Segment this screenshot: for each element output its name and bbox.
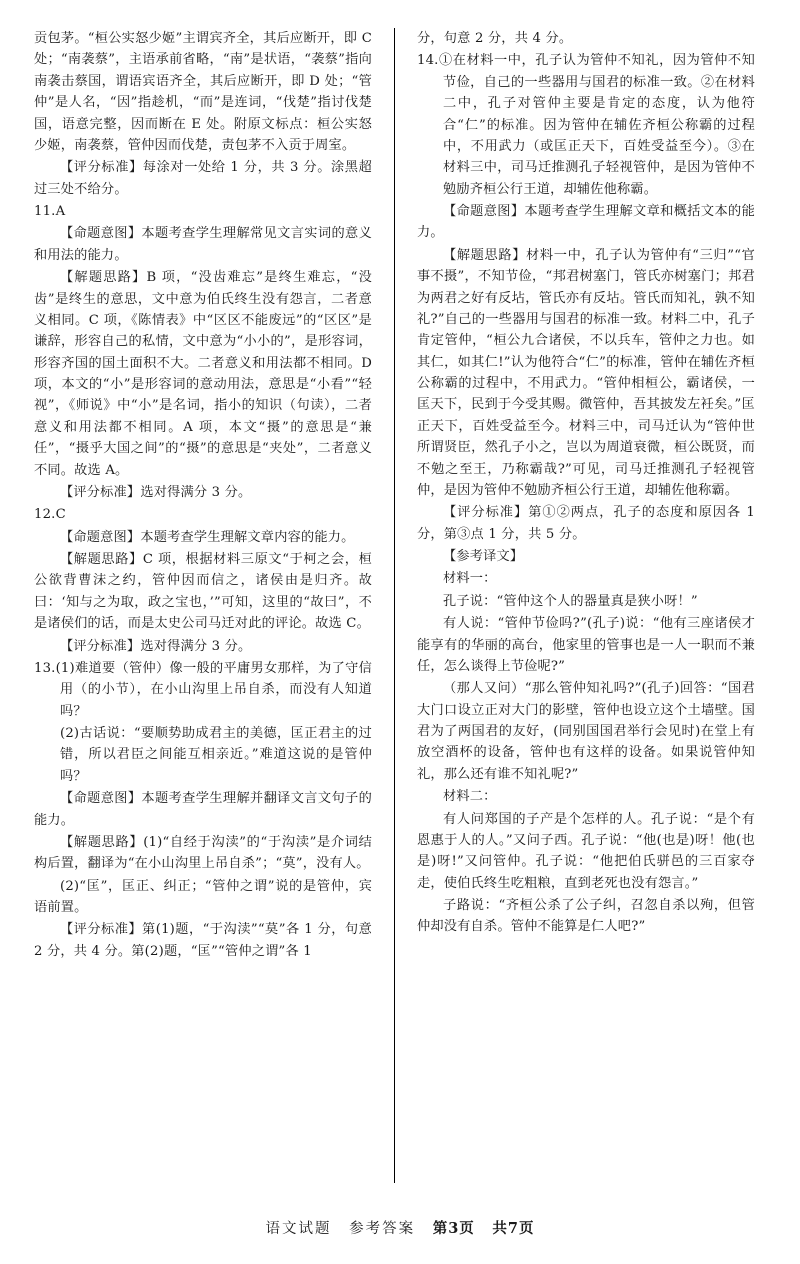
- answer-13-part2: (2)古话说：“要顺势助成君主的美德，匡正君主的过错，所以君臣之间能互相亲近。”难道这说的是管仲吗？: [60, 726, 372, 784]
- footer-page-number: 第3页: [432, 1220, 475, 1237]
- material-one-title: 材料一：: [443, 571, 497, 587]
- scoring-13-continued: 分，句意 2 分，共 4 分。: [417, 31, 573, 46]
- analysis-13-part2: (2)“匡”，匡正、纠正；“管仲之谓”说的是管仲，宾语前置。: [34, 878, 372, 915]
- intent-11: 【命题意图】本题考查学生理解常见文言实词的意义和用法的能力。: [34, 226, 372, 263]
- para-continued-10: 贡包茅。“桓公实怒少姬”主谓宾齐全，其后应断开，即 C 处；“南袭蔡”，主语承前省略，“南”是状语，“袭蔡”指向南袭击蔡国，谓语宾语齐全，其后应断开，即 D 处；“管仲”是人名，“因”指趁机，“而”是连词，“伐楚”指讨伐楚国，语意完整，因而断在 E 处。附原文标点：桓公实怒少姬，南袭蔡，管仲因而伐楚，责包茅不入贡于周室。: [34, 31, 372, 153]
- scoring-13: 【评分标准】第(1)题，“于沟渎”“莫”各 1 分，句意 2 分，共 4 分。第(2)题，“匡”“管仲之谓”各 1: [34, 922, 372, 959]
- answer-14: 14.①在材料一中，孔子认为管仲不知礼，因为管仲不知节俭，自己的一些器用与国君的标准一致。②在材料二中，孔子对管仲主要是肯定的态度，认为他符合“仁”的标准。因为管仲在辅佐齐桓公称霸的过程中，不用武力（或匡正天下，百姓受益至今）。③在材料三中，司马迁推测孔子轻视管仲，是因为管仲不勉励齐桓公行王道，却辅佐他称霸。: [417, 53, 755, 197]
- two-column-body: [34, 28, 766, 1183]
- translation-line-4: 有人问郑国的子产是个怎样的人。孔子说：“是个有恩惠于人的人。”又问子西。孔子说：“他(也是)呀！他(也是)呀!”又问管仲。孔子说：“他把伯氏骈邑的三百家夺走，使伯氏终生吃粗粮，直到老死也没有怨言。”: [417, 811, 755, 891]
- intent-13: 【命题意图】本题考查学生理解并翻译文言文句子的能力。: [34, 791, 372, 828]
- footer-subject: 语文试题: [265, 1221, 332, 1237]
- scoring-10: 【评分标准】每涂对一处给 1 分，共 3 分。涂黑超过三处不给分。: [34, 160, 372, 197]
- intent-12: 【命题意图】本题考查学生理解文章内容的能力。: [60, 529, 355, 545]
- answer-13: 13.(1)难道要（管仲）像一般的平庸男女那样，为了守信用（的小节），在小山沟里上吊自杀，而没有人知道吗？: [34, 660, 372, 719]
- translation-line-2: 有人说：“管仲节俭吗?”(孔子)说：“他有三座诸侯才能享有的华丽的高台，他家里的管事也是一人一职而不兼任，怎么谈得上节俭呢?”: [417, 616, 755, 674]
- analysis-14: 【解题思路】材料一中，孔子认为管仲有“三归”“官事不摄”，不知节俭，“邦君树塞门，管氏亦树塞门；邦君为两君之好有反坫，管氏亦有反坫。管氏而知礼，孰不知礼?”自己的一些器用与国君的标准一致。材料二中，孔子肯定管仲，“桓公九合诸侯，不以兵车，管仲之力也。如其仁，如其仁!”认为他符合“仁”的标准，管仲在辅佐齐桓公称霸的过程中，不用武力。“管仲相桓公，霸诸侯，一匡天下，民到于今受其赐。微管仲，吾其披发左衽矣。”匡正天下，百姓受益至今。材料三中，司马迁认为“管仲世所谓贤臣，然孔子小之，岂以为周道衰微，桓公既贤，而不勉之至王，乃称霸哉?”可见，司马迁推测孔子轻视管仲，是因为管仲不勉励齐桓公行王道，却辅佐他称霸。: [417, 247, 755, 498]
- translation-line-1: 孔子说：“管仲这个人的器量真是狭小呀！”: [443, 593, 698, 609]
- scoring-11: 【评分标准】选对得满分 3 分。: [60, 484, 252, 500]
- reference-translation-title: 【参考译文】: [443, 549, 524, 564]
- scoring-12: 【评分标准】选对得满分 3 分。: [60, 638, 252, 654]
- left-column: [34, 28, 386, 1183]
- analysis-13: 【解题思路】(1)“自经于沟渎”的“于沟渎”是介词结构后置，翻译为“在小山沟里上吊自杀”；“莫”，没有人。: [34, 834, 372, 872]
- column-divider: [394, 28, 395, 1183]
- material-two-title: 材料二：: [443, 789, 497, 805]
- intent-14: 【命题意图】本题考查学生理解文章和概括文本的能力。: [417, 204, 755, 241]
- answer-11: 11.A: [34, 204, 66, 219]
- footer-total-pages: 共7页: [492, 1220, 535, 1237]
- analysis-12: 【解题思路】C 项，根据材料三原文“于柯之会，桓公欲背曹沫之约，管仲因而信之，诸侯由是归齐。故曰：‘知与之为取，政之宝也，’”可知，这里的“故曰”，不是诸侯们的话，而是太史公司马迁对此的评论。故选 C。: [34, 552, 372, 632]
- footer-doc-type: 参考答案: [349, 1221, 416, 1237]
- answer-12: 12.C: [34, 507, 66, 523]
- translation-line-3: （那人又问）“那么管仲知礼吗?”(孔子)回答：“国君大门口设立正对大门的影壁，管仲也设立这个土墙壁。国君为了两国君的友好，(同别国国君举行会见时)在堂上有放空酒杯的设备，管仲也有这样的设备。如果说管仲知礼，那么还有谁不知礼呢?”: [417, 681, 755, 782]
- page-footer: [0, 1217, 800, 1238]
- translation-line-5: 子路说：“齐桓公杀了公子纠，召忽自杀以殉，但管仲却没有自杀。管仲不能算是仁人吧?”: [417, 898, 755, 935]
- right-column: [403, 28, 755, 1183]
- analysis-11: 【解题思路】B 项，“没齿难忘”是终生难忘，“没齿”是终生的意思，文中意为伯氏终生没有怨言，二者意义相同。C 项，《陈情表》中“区区不能废远”的“区区”是谦辞，形容自己的私情，文中意为“小小的”，是形容词，形容齐国的国土面积不大。二者意义和用法都不相同。D 项，本文的“小”是形容词的意动用法，意思是“小看”“轻视”，《师说》中“小”是名词，指小的知识（句读），二者意义和用法都不相同。A 项，本文“摄”的意思是“兼任”，“摄乎大国之间”的“摄”的意思是“夹处”，二者意义不同。故选 A。: [34, 270, 372, 478]
- scoring-14: 【评分标准】第①②两点，孔子的态度和原因各 1 分，第③点 1 分，共 5 分。: [417, 505, 755, 542]
